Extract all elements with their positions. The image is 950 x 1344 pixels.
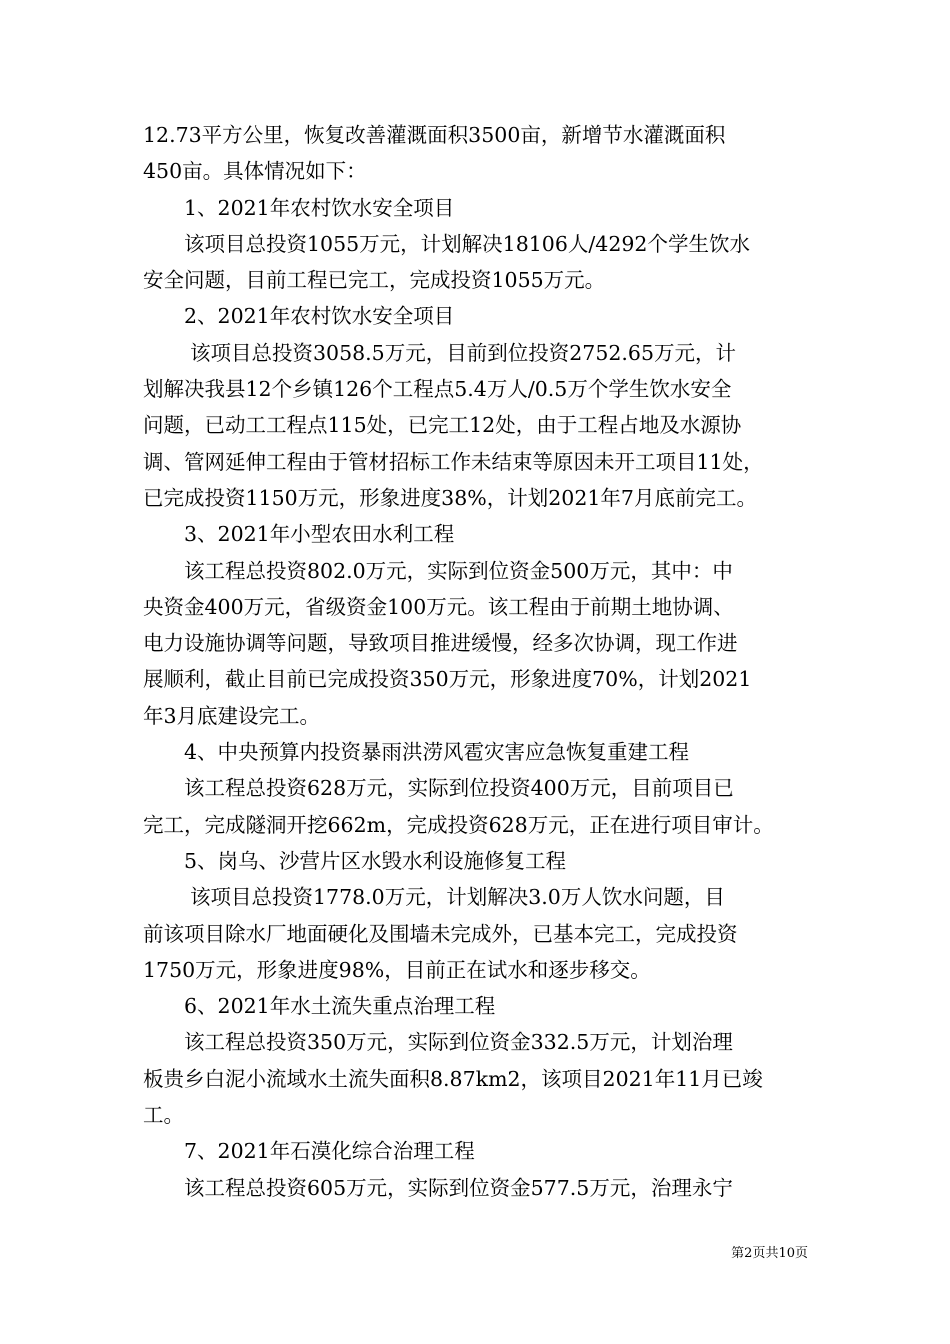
- document-body: [143, 117, 807, 1206]
- text-line: 450亩。具体情况如下：: [143, 159, 367, 184]
- text-line: 展顺利，截止目前已完成投资350万元，形象进度70%，计划2021: [143, 667, 752, 692]
- text-line: 1750万元，形象进度98%，目前正在试水和逐步移交。: [143, 957, 651, 982]
- text-line: 板贵乡白泥小流域水土流失面积8.87km2，该项目2021年11月已竣: [143, 1066, 763, 1091]
- text-line: 安全问题，目前工程已完工，完成投资1055万元。: [143, 268, 606, 293]
- section-heading: 7、2021年石漠化综合治理工程: [184, 1139, 475, 1164]
- section-heading: 4、中央预算内投资暴雨洪涝风雹灾害应急恢复重建工程: [184, 740, 690, 765]
- text-line: 该工程总投资350万元，实际到位资金332.5万元，计划治理: [184, 1030, 733, 1055]
- text-line: 调、管网延伸工程由于管材招标工作未结束等原因未开工项目11处，: [143, 449, 764, 474]
- text-line: 前该项目除水厂地面硬化及围墙未完成外，已基本完工，完成投资: [143, 921, 738, 946]
- text-line: 完工，完成隧洞开挖662m，完成投资628万元，正在进行项目审计。: [143, 812, 774, 837]
- page-number: 第2页共10页: [731, 1246, 808, 1261]
- text-line: 该工程总投资628万元，实际到位投资400万元，目前项目已: [184, 776, 734, 801]
- section-heading: 5、岗乌、沙营片区水毁水利设施修复工程: [184, 848, 567, 873]
- text-line: 该项目总投资3058.5万元，目前到位投资2752.65万元，计: [190, 340, 737, 365]
- text-line: 电力设施协调等问题，导致项目推进缓慢，经多次协调，现工作进: [143, 631, 738, 656]
- text-line: 年3月底建设完工。: [143, 703, 321, 728]
- text-line: 该工程总投资605万元，实际到位资金577.5万元，治理永宁: [184, 1175, 733, 1200]
- text-line: 已完成投资1150万元，形象进度38%，计划2021年7月底前完工。: [143, 485, 757, 510]
- section-heading: 3、2021年小型农田水利工程: [184, 522, 455, 547]
- text-line: 划解决我县12个乡镇126个工程点5.4万人/0.5万个学生饮水安全: [143, 377, 732, 402]
- text-line: 12.73平方公里，恢复改善灌溉面积3500亩，新增节水灌溉面积: [143, 123, 726, 147]
- section-heading: 1、2021年农村饮水安全项目: [184, 195, 455, 220]
- text-line: 问题，已动工工程点115处，已完工12处，由于工程占地及水源协: [143, 413, 742, 438]
- text-line: 工。: [143, 1103, 184, 1128]
- section-heading: 2、2021年农村饮水安全项目: [184, 304, 455, 329]
- text-line: 该工程总投资802.0万元，实际到位资金500万元，其中：中: [184, 558, 733, 583]
- section-heading: 6、2021年水土流失重点治理工程: [184, 994, 496, 1019]
- text-line: 央资金400万元，省级资金100万元。该工程由于前期土地协调、: [143, 594, 734, 619]
- text-line: 该项目总投资1778.0万元，计划解决3.0万人饮水问题，目: [190, 885, 725, 910]
- text-line: 该项目总投资1055万元，计划解决18106人/4292个学生饮水: [184, 231, 750, 256]
